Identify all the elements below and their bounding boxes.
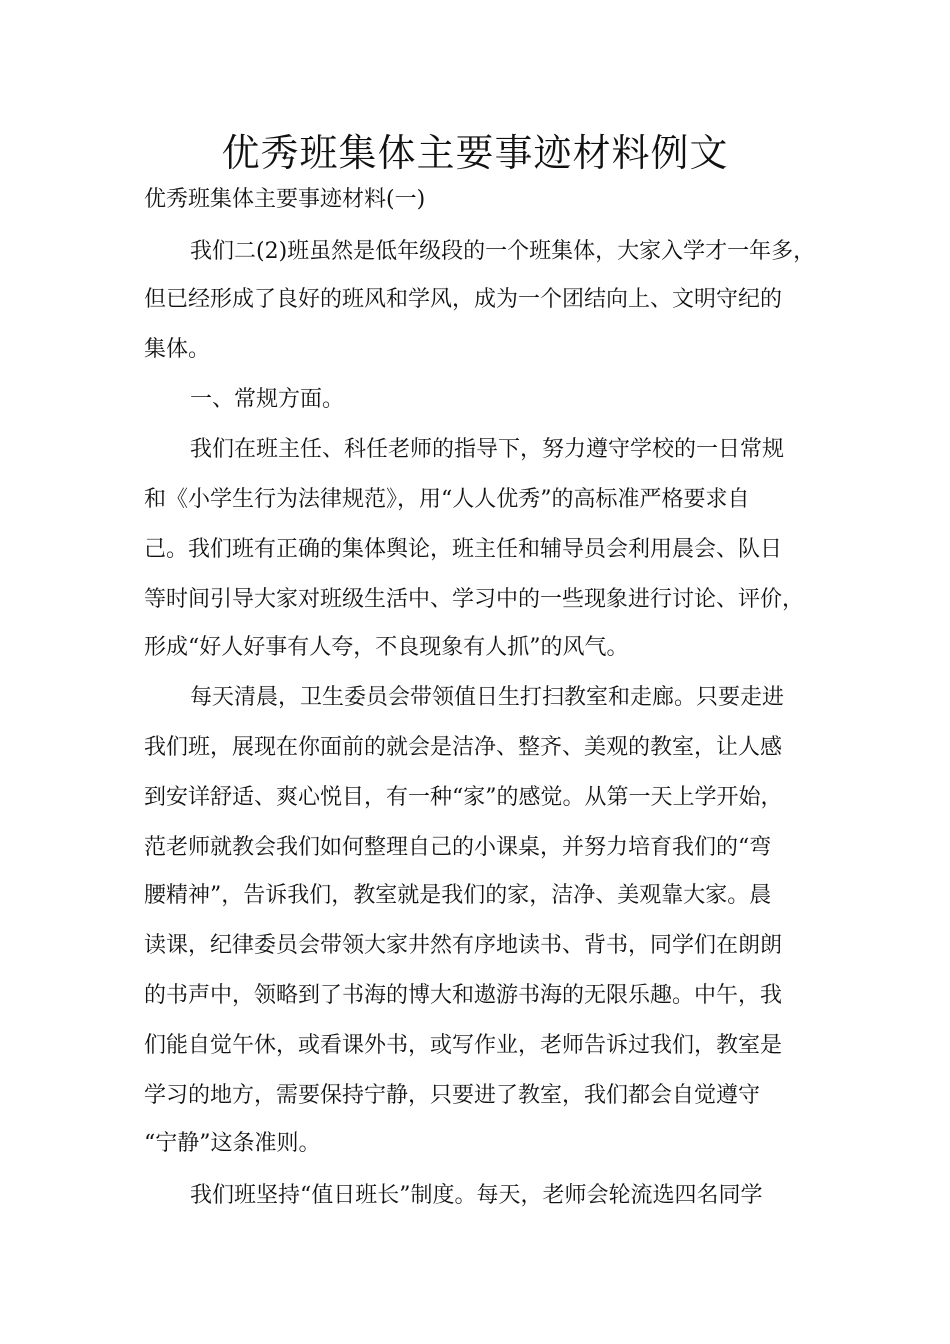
paragraph-line: 我们二(2)班虽然是低年级段的一个班集体，大家入学才一年多， [190,239,816,264]
paragraph-line: 学习的地方，需要保持宁静，只要进了教室，我们都会自觉遵守 [144,1083,761,1108]
paragraph-line: 们能自觉午休，或看课外书，或写作业，老师告诉过我们，教室是 [144,1033,783,1058]
document-subtitle: 优秀班集体主要事迹材料(一) [144,187,426,212]
section-heading: 一、常规方面。 [190,387,345,412]
paragraph-line: 我们班坚持“值日班长”制度。每天，老师会轮流选四名同学 [190,1183,763,1208]
document-title: 优秀班集体主要事迹材料例文 [221,131,729,175]
paragraph-line: 己。我们班有正确的集体舆论，班主任和辅导员会利用晨会、队日 [144,537,783,562]
paragraph-line: 每天清晨，卫生委员会带领值日生打扫教室和走廊。只要走进 [190,685,785,710]
paragraph-line: 形成“好人好事有人夸，不良现象有人抓”的风气。 [144,635,629,660]
paragraph-line: 等时间引导大家对班级生活中、学习中的一些现象进行讨论、评价， [144,587,805,612]
paragraph-line: 我们班，展现在你面前的就会是洁净、整齐、美观的教室，让人感 [144,735,783,760]
paragraph-line: 到安详舒适、爽心悦目，有一种“家”的感觉。从第一天上学开始， [144,785,783,810]
paragraph-line: 集体。 [144,337,211,362]
paragraph-line: “宁静”这条准则。 [144,1131,321,1156]
paragraph-line: 腰精神”，告诉我们，教室就是我们的家，洁净、美观靠大家。晨 [144,883,772,908]
paragraph-line: 但已经形成了良好的班风和学风，成为一个团结向上、文明守纪的 [144,287,783,312]
paragraph-line: 的书声中，领略到了书海的博大和遨游书海的无限乐趣。中午，我 [144,983,783,1008]
paragraph-line: 读课，纪律委员会带领大家井然有序地读书、背书，同学们在朗朗 [144,933,783,958]
paragraph-line: 范老师就教会我们如何整理自己的小课桌，并努力培育我们的“弯 [144,835,772,860]
paragraph-line: 和《小学生行为法律规范》，用“人人优秀”的高标准严格要求自 [144,487,750,512]
paragraph-line: 我们在班主任、科任老师的指导下，努力遵守学校的一日常规 [190,437,785,462]
